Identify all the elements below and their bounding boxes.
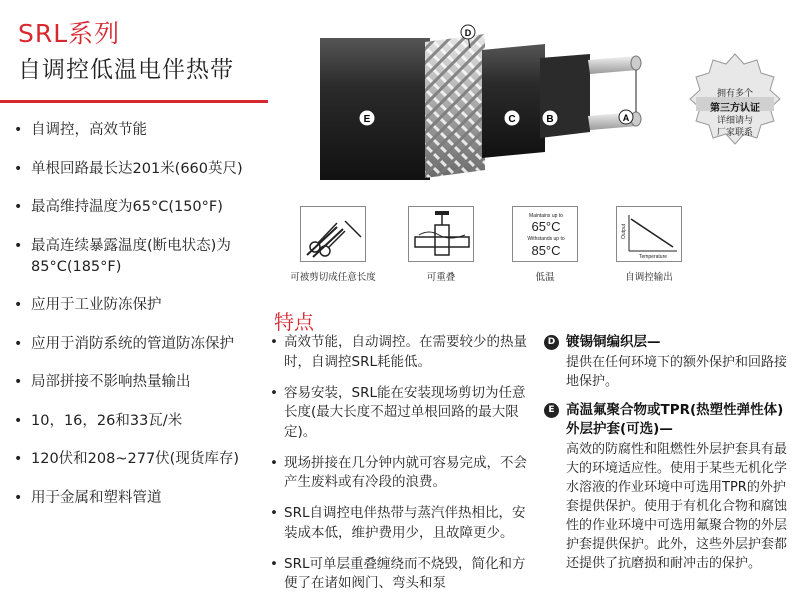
svg-text:E: E xyxy=(363,114,371,125)
svg-text:B: B xyxy=(546,114,554,125)
bus-wire-top xyxy=(588,56,638,74)
list-item: • 最高维持温度为65°C(150°F) xyxy=(12,197,274,218)
component-body: 高效的防腐性和阻燃性外层护套具有最大的环境适应性。使用于某些无机化学水溶液的作业环境中可选用TPR的外护套提供保护。使用于有机化合物和腐蚀性的作业环境中可选用氟聚合物的外层护套提供保护。此外，这些外层护套都还提供了抗磨损和耐冲击的保护。 xyxy=(566,441,788,571)
list-item: • 容易安装，SRL能在安装现场剪切为任意长度(最大长度不超过单根回路的最大限定)。 xyxy=(268,384,530,443)
label-e-marker xyxy=(359,110,375,126)
title-divider xyxy=(0,100,268,103)
overlap-icon xyxy=(408,206,474,262)
list-item: • 10，16，26和33瓦/米 xyxy=(12,411,274,432)
component-item xyxy=(544,401,790,573)
list-item: • 单根回路最长达201米(660英尺) xyxy=(12,159,274,180)
list-item: • 最高连续暴露温度(断电状态)为85°C(185°F) xyxy=(12,236,274,278)
icon-caption: 自调控输出 xyxy=(625,272,673,283)
svg-text:65°C: 65°C xyxy=(531,219,561,234)
left-feature-list xyxy=(12,120,274,526)
component-letter-badge: E xyxy=(544,403,559,418)
feature-icons xyxy=(290,206,690,296)
badge-line4: 厂家联系 xyxy=(716,128,753,138)
list-item: • 局部拼接不影响热量输出 xyxy=(12,372,274,393)
cable-illustration xyxy=(300,20,700,200)
certification-badge xyxy=(680,50,790,160)
svg-text:Maintains up to: Maintains up to xyxy=(529,213,563,219)
svg-text:Withstands up to: Withstands up to xyxy=(527,236,565,242)
label-b-marker xyxy=(542,110,558,126)
svg-text:Temperature: Temperature xyxy=(638,254,668,260)
component-letter-badge: D xyxy=(544,335,559,350)
badge-line1: 拥有多个 xyxy=(716,89,753,99)
icon-caption: 可重叠 xyxy=(426,272,456,283)
list-item: • SRL自调控电伴热带与蒸汽伴热相比，安装成本低，维护费用少，且故障更少。 xyxy=(268,504,530,543)
outer-jacket xyxy=(320,38,430,180)
label-a-marker xyxy=(619,110,633,124)
list-item: • 应用于消防系统的管道防冻保护 xyxy=(12,334,274,355)
label-d-marker xyxy=(461,25,475,39)
label-c-marker xyxy=(504,110,520,126)
cut-to-length-icon xyxy=(300,206,366,262)
icon-caption: 低温 xyxy=(535,272,555,283)
svg-text:A: A xyxy=(622,113,630,123)
list-item: • 用于金属和塑料管道 xyxy=(12,488,274,509)
self-regulating-output-icon xyxy=(616,206,682,262)
list-item: • 现场拼接在几分钟内就可容易完成，不会产生废料或有冷段的浪费。 xyxy=(268,454,530,493)
list-item: • 高效节能，自动调控。在需要较少的热量时，自调控SRL耗能低。 xyxy=(268,333,530,372)
component-heading: 镀锡铜编织层— xyxy=(566,334,661,350)
component-item xyxy=(544,333,790,391)
svg-text:85°C: 85°C xyxy=(531,243,561,258)
page-subtitle: 自调控低温电伴热带 xyxy=(18,57,234,83)
icon-caption: 可被剪切成任意长度 xyxy=(290,272,376,283)
features-list xyxy=(268,333,530,605)
list-item: • 120伏和208~277伏(现货库存) xyxy=(12,449,274,470)
component-heading: 高温氟聚合物或TPR(热塑性弹性体)外层护套(可选)— xyxy=(566,401,784,437)
features-heading: 特点 xyxy=(274,310,314,334)
svg-text:C: C xyxy=(508,114,516,125)
svg-text:Output: Output xyxy=(621,223,627,239)
component-descriptions xyxy=(544,333,790,583)
component-body: 提供在任何环境下的额外保护和回路接地保护。 xyxy=(566,354,788,389)
low-temp-icon xyxy=(512,206,578,262)
badge-line3: 详细请与 xyxy=(716,116,753,126)
list-item: • 应用于工业防冻保护 xyxy=(12,295,274,316)
svg-text:D: D xyxy=(464,28,472,38)
badge-line2: 第三方认证 xyxy=(710,103,760,114)
list-item: • 自调控，高效节能 xyxy=(12,120,274,141)
inner-jacket xyxy=(482,44,545,158)
page-title: SRL系列 xyxy=(18,19,121,48)
list-item: • SRL可单层重叠缠绕而不烧毁，简化和方便了在诸如阀门、弯头和泵 xyxy=(268,555,530,594)
